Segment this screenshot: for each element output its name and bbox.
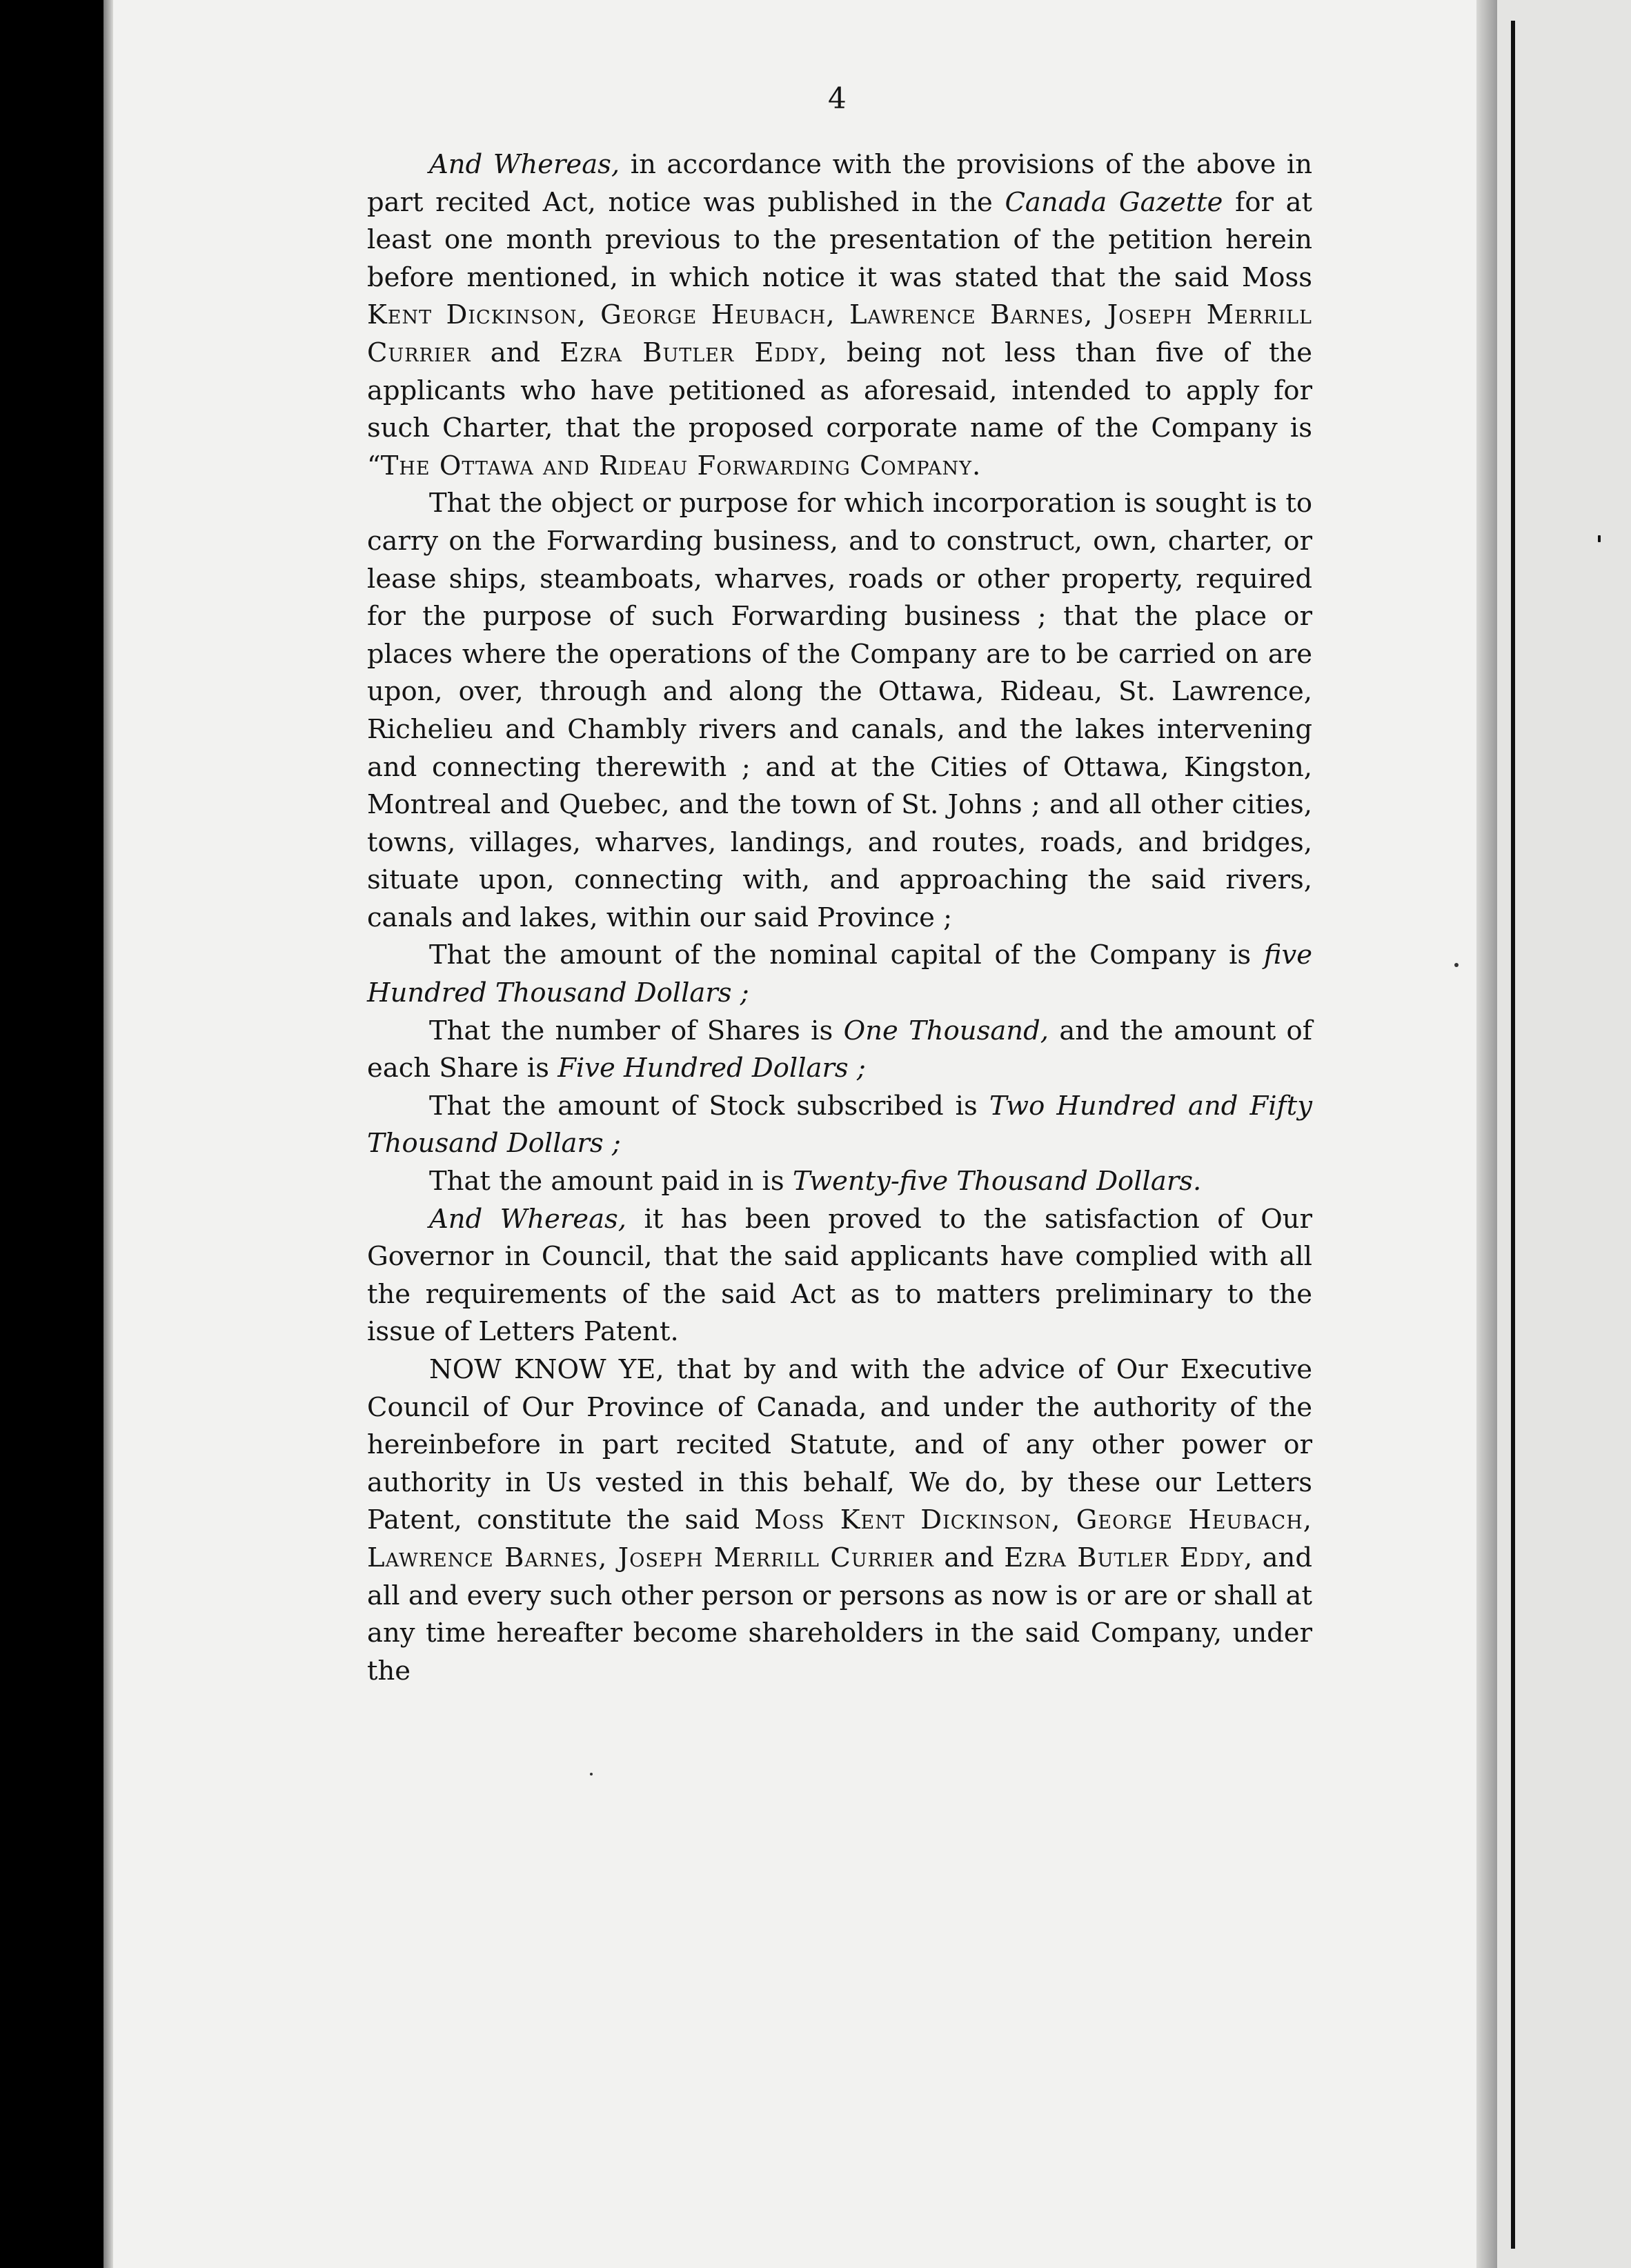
paragraph-text: That the number of Shares is xyxy=(429,1015,844,1046)
paragraph-text: for at least one month previous to the presentation of the petition herein before mentioned, in which notice it was stated that the said Moss xyxy=(367,186,1312,293)
paragraph-text: That the object or purpose for which incorporation is sought is to carry on the Forwarding business, and to construct, own, charter, or lease ships, steamboats, wharves, roads or other property, required for the purpose of such Forwarding business ; that the place or places where the operations of the Company are to be carried on are upon, over, through and along the Ottawa, Rideau, St. Lawrence, Richelieu and Chambly rivers and canals, and the lakes intervening and connecting therewith ; and at the Cities of Ottawa, Kingston, Montreal and Quebec, and the town of St. Johns ; and all other cities, towns, villages, wharves, landings, and routes, roads, and bridges, situate upon, connecting with, and approaching the said rivers, canals and lakes, within our said Province ; xyxy=(367,488,1312,933)
paragraph-text: and xyxy=(933,1542,1005,1573)
paragraph-text: That the amount of Stock subscribed is xyxy=(429,1090,989,1122)
paragraph-text: That the amount of the nominal capital of the Company is xyxy=(429,939,1264,971)
paragraph-text: , and all and every such other person or persons as now is or are or shall at any time hereafter become shareholders in the said Company, under the xyxy=(367,1542,1312,1687)
paragraph-whereas-proved xyxy=(367,1201,1312,1351)
document-body xyxy=(367,146,1312,1690)
applicant-names: Ezra Butler Eddy xyxy=(560,337,819,368)
applicant-names: Kent Dickinson, George Heubach, Lawrence Barnes, Joseph Merrill Currier xyxy=(367,299,1312,368)
share-count: One Thousand, xyxy=(843,1015,1049,1046)
paragraph-text: and the amount of each Share is xyxy=(367,1015,1312,1084)
paid-amount: Twenty-five Thousand Dollars. xyxy=(792,1166,1202,1197)
company-name: The Ottawa and Rideau Forwarding Company. xyxy=(380,450,982,481)
paragraph-text: in accordance with the provisions of the above in part recited Act, notice was published in the xyxy=(367,149,1312,218)
page-number: 4 xyxy=(828,81,847,115)
adjacent-page-strip xyxy=(1497,0,1631,2268)
paragraph-text: it has been proved to the satisfaction of Our Governor in Council, that the said applicants have complied with all the requirements of the said Act as to matters preliminary to the issue of Letters Patent. xyxy=(367,1203,1312,1348)
scan-speck xyxy=(590,1773,593,1775)
scan-speck xyxy=(1454,963,1459,967)
paragraph-capital xyxy=(367,937,1312,1012)
applicant-names: Moss Kent Dickinson, George Heubach, Lawrence Barnes, Joseph Merrill Currier xyxy=(367,1504,1312,1573)
paragraph-stock-subscribed xyxy=(367,1088,1312,1163)
applicant-names: Ezra Butler Eddy xyxy=(1004,1542,1244,1573)
paragraph-shares xyxy=(367,1013,1312,1088)
paragraph-lead: And Whereas, xyxy=(429,149,620,180)
binding-line xyxy=(1511,21,1515,2249)
paragraph-paid-in xyxy=(367,1163,1312,1201)
page-left-edge xyxy=(103,0,113,2268)
paragraph-text: That the amount paid in is xyxy=(429,1166,793,1197)
paragraph-text: that by and with the advice of Our Executive Council of Our Province of Canada, and under the authority of the hereinbefore in part recited Statute, and of any other power or authority in Us vested in this behalf, We do, by these our Letters Patent, constitute the said xyxy=(367,1354,1312,1536)
capital-amount: five Hundred Thousand Dollars ; xyxy=(367,939,1312,1009)
scan-speck xyxy=(1598,535,1601,542)
paragraph-lead: NOW KNOW YE, xyxy=(429,1354,664,1385)
page-gutter xyxy=(1476,0,1497,2268)
paragraph-now-know-ye xyxy=(367,1351,1312,1690)
paragraph-object xyxy=(367,485,1312,937)
paragraph-lead: And Whereas, xyxy=(429,1203,627,1235)
publication-name: Canada Gazette xyxy=(1005,186,1223,218)
paragraph-text: , being not less than five of the applicants who have petitioned as aforesaid, intended to apply for such Charter, that the proposed corporate name of the Company is “ xyxy=(367,337,1313,481)
paragraph-whereas-notice xyxy=(367,146,1312,485)
paragraph-text: and xyxy=(471,337,560,368)
stock-amount: Two Hundred and Fifty Thousand Dollars ; xyxy=(367,1090,1312,1160)
share-value: Five Hundred Dollars ; xyxy=(557,1053,866,1084)
